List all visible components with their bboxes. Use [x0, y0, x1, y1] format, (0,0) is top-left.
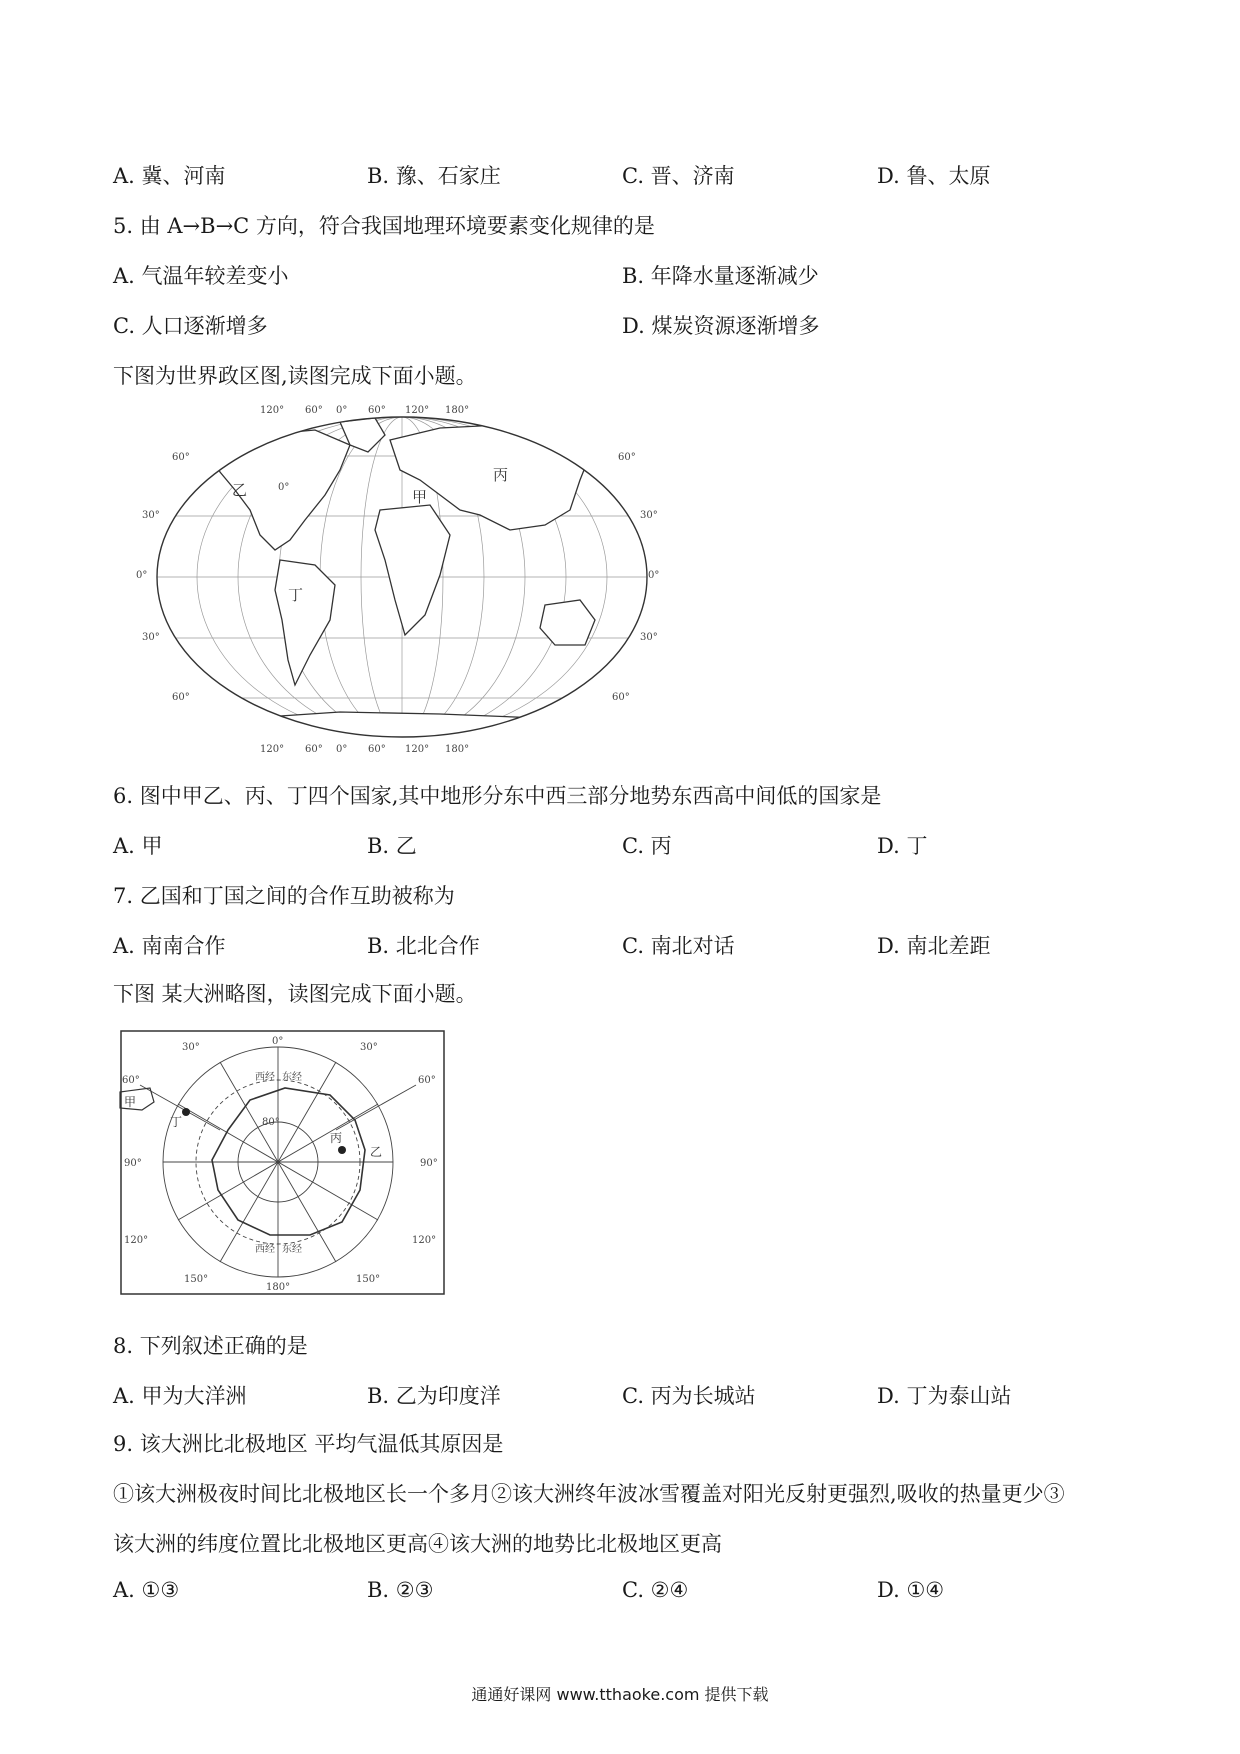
q9-statement-line-2: 该大洲的纬度位置比北极地区更高④该大洲的地势比北极地区更高 — [113, 1532, 722, 1556]
inner-zero-label: 0° — [278, 482, 290, 493]
q9-stem: 9. 该大洲比北极地区 平均气温低其原因是 — [113, 1432, 504, 1456]
polar-label-jia: 甲 — [124, 1095, 137, 1109]
hemi-bottom-east: 东经 — [282, 1244, 302, 1255]
deg-30-left: 30° — [182, 1042, 200, 1053]
right-tick-1: 30° — [640, 510, 658, 521]
bottom-tick-4: 120° — [405, 744, 430, 755]
deg-60-left: 60° — [122, 1075, 140, 1086]
right-tick-0: 60° — [618, 452, 636, 463]
q4-option-a: A. 冀、河南 — [113, 164, 226, 188]
q8-option-b: B. 乙为印度洋 — [367, 1384, 501, 1408]
q7-stem: 7. 乙国和丁国之间的合作互助被称为 — [113, 884, 455, 908]
bottom-tick-3: 60° — [368, 744, 386, 755]
left-tick-2: 0° — [136, 570, 148, 581]
q9-option-d: D. ①④ — [877, 1578, 945, 1602]
q5-option-a: A. 气温年较差变小 — [113, 264, 289, 288]
q5-option-b: B. 年降水量逐渐减少 — [622, 264, 819, 288]
right-tick-3: 30° — [640, 632, 658, 643]
q7-option-d: D. 南北差距 — [877, 934, 991, 958]
q9-statement-line-1: ①该大洲极夜时间比北极地区长一个多月②该大洲终年波冰雪覆盖对阳光反射更强烈,吸收的热量更少③ — [113, 1482, 1065, 1506]
deg-150-right: 150° — [356, 1274, 381, 1285]
q5-stem: 5. 由 A→B→C 方向，符合我国地理环境要素变化规律的是 — [113, 214, 655, 238]
q9-option-b: B. ②③ — [367, 1578, 434, 1602]
q6-option-d: D. 丁 — [877, 834, 928, 858]
q5-option-d: D. 煤炭资源逐渐增多 — [622, 314, 820, 338]
q6-option-b: B. 乙 — [367, 834, 417, 858]
left-tick-0: 60° — [172, 452, 190, 463]
hemi-bottom-west: 西经 — [255, 1244, 275, 1255]
q4-option-b: B. 豫、石家庄 — [367, 164, 501, 188]
label-yi: 乙 — [232, 481, 248, 499]
deg-60-right: 60° — [418, 1075, 436, 1086]
antarctica-polar-map — [120, 1030, 445, 1295]
q4-option-c: C. 晋、济南 — [622, 164, 735, 188]
bottom-tick-2: 0° — [336, 744, 348, 755]
top-tick-1: 60° — [305, 405, 323, 416]
q8-stem: 8. 下列叙述正确的是 — [113, 1334, 308, 1358]
q8-option-d: D. 丁为泰山站 — [877, 1384, 1012, 1408]
top-tick-3: 60° — [368, 405, 386, 416]
label-ding: 丁 — [288, 586, 304, 604]
polar-label-yi: 乙 — [370, 1145, 383, 1159]
deg-180: 180° — [266, 1282, 291, 1293]
polar-label-ding: 丁 — [170, 1115, 183, 1129]
section-intro-continent-map: 下图 某大洲略图，读图完成下面小题。 — [113, 982, 477, 1006]
deg-90-left: 90° — [124, 1158, 142, 1169]
q6-option-a: A. 甲 — [113, 834, 163, 858]
section-intro-world-map: 下图为世界政区图,读图完成下面小题。 — [113, 364, 477, 388]
right-tick-2: 0° — [648, 570, 660, 581]
deg-90-right: 90° — [420, 1158, 438, 1169]
left-tick-1: 30° — [142, 510, 160, 521]
station-bing-dot — [338, 1146, 346, 1154]
top-tick-0: 120° — [260, 405, 285, 416]
right-tick-4: 60° — [612, 692, 630, 703]
deg-120-left: 120° — [124, 1235, 149, 1246]
q9-option-c: C. ②④ — [622, 1578, 689, 1602]
station-ding-dot — [182, 1108, 190, 1116]
q4-option-d: D. 鲁、太原 — [877, 164, 991, 188]
top-tick-5: 180° — [445, 405, 470, 416]
deg-0: 0° — [272, 1036, 284, 1047]
left-tick-4: 60° — [172, 692, 190, 703]
q6-stem: 6. 图中甲乙、丙、丁四个国家,其中地形分东中西三部分地势东西高中间低的国家是 — [113, 784, 882, 808]
bottom-tick-1: 60° — [305, 744, 323, 755]
deg-30-right: 30° — [360, 1042, 378, 1053]
q7-option-a: A. 南南合作 — [113, 934, 226, 958]
q7-option-b: B. 北北合作 — [367, 934, 480, 958]
world-map — [136, 400, 670, 758]
q9-option-a: A. ①③ — [113, 1578, 180, 1602]
deg-120-right: 120° — [412, 1235, 437, 1246]
q5-option-c: C. 人口逐渐增多 — [113, 314, 268, 338]
hemi-top-east: 东经 — [282, 1072, 302, 1083]
q7-option-c: C. 南北对话 — [622, 934, 735, 958]
label-jia: 甲 — [412, 488, 428, 506]
bottom-tick-0: 120° — [260, 744, 285, 755]
top-tick-4: 120° — [405, 405, 430, 416]
page-footer: 通通好课网 www.tthaoke.com 提供下载 — [471, 1685, 769, 1704]
q8-option-a: A. 甲为大洋洲 — [113, 1384, 247, 1408]
left-tick-3: 30° — [142, 632, 160, 643]
deg-150-left: 150° — [184, 1274, 209, 1285]
bottom-tick-5: 180° — [445, 744, 470, 755]
polar-label-bing: 丙 — [330, 1131, 343, 1145]
q6-option-c: C. 丙 — [622, 834, 672, 858]
top-tick-2: 0° — [336, 405, 348, 416]
q8-option-c: C. 丙为长城站 — [622, 1384, 756, 1408]
label-bing: 丙 — [493, 466, 509, 484]
deg-80: 80° — [262, 1117, 280, 1128]
hemi-top-west: 西经 — [255, 1072, 275, 1083]
